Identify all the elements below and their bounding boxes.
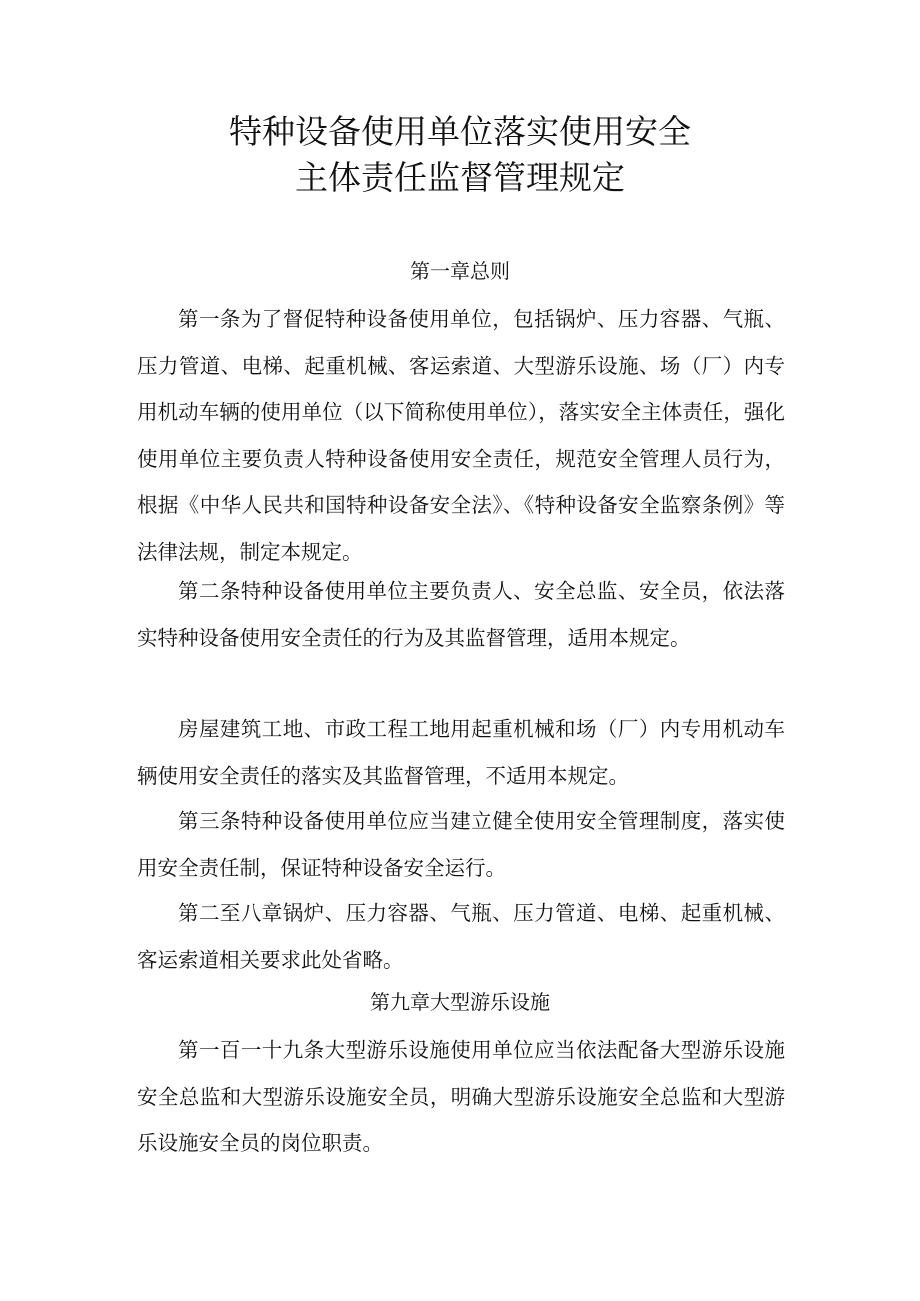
document-title-line-2: 主体责任监督管理规定 [295, 158, 625, 197]
chapter-9-heading: 第九章大型游乐设施 [370, 990, 550, 1014]
article-3-paragraph: 第三条特种设备使用单位应当建立健全使用安全管理制度，落实使用安全责任制，保证特种设备安全运行。 [137, 809, 785, 880]
document-title-line-1: 特种设备使用单位落实使用安全 [229, 112, 691, 151]
article-2-exclusion-paragraph: 房屋建筑工地、市政工程工地用起重机械和场（厂）内专用机动车辆使用安全责任的落实及其监督管理，不适用本规定。 [137, 717, 785, 788]
omitted-chapters-paragraph: 第二至八章锅炉、压力容器、气瓶、压力管道、电梯、起重机械、客运索道相关要求此处省略。 [137, 901, 785, 972]
article-119-paragraph: 第一百一十九条大型游乐设施使用单位应当依法配备大型游乐设施安全总监和大型游乐设施安全员，明确大型游乐设施安全总监和大型游乐设施安全员的岗位职责。 [137, 1038, 785, 1155]
article-1-paragraph: 第一条为了督促特种设备使用单位，包括锅炉、压力容器、气瓶、压力管道、电梯、起重机械、客运索道、大型游乐设施、场（厂）内专用机动车辆的使用单位（以下简称使用单位），落实安全主体责任，强化使用单位主要负责人特种设备使用安全责任，规范安全管理人员行为，根据《中华人民共和国特种设备安全法》、《特种设备安全监察条例》等法律法规，制定本规定。 [137, 307, 785, 564]
chapter-1-heading: 第一章总则 [410, 259, 510, 283]
article-2-paragraph: 第二条特种设备使用单位主要负责人、安全总监、安全员，依法落实特种设备使用安全责任的行为及其监督管理，适用本规定。 [137, 579, 785, 650]
